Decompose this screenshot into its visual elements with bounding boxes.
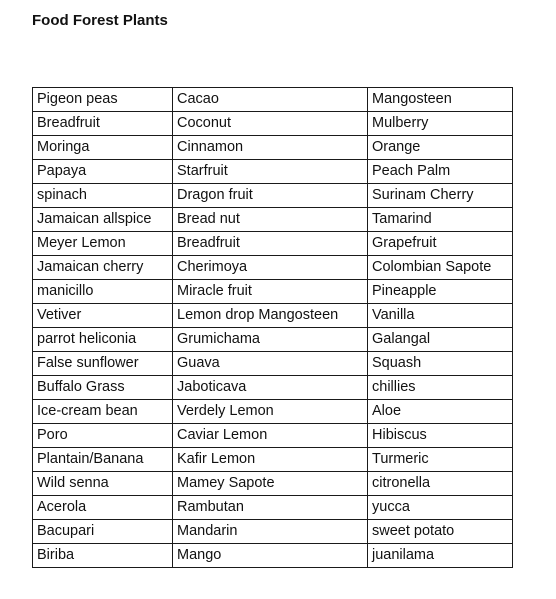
table-cell: Grapefruit: [368, 232, 513, 256]
table-row: [33, 472, 513, 496]
table-row: [33, 160, 513, 184]
table-cell: spinach: [33, 184, 173, 208]
table-row: [33, 280, 513, 304]
table-row: [33, 448, 513, 472]
table-row: [33, 112, 513, 136]
table-cell: Mamey Sapote: [173, 472, 368, 496]
table-cell: Buffalo Grass: [33, 376, 173, 400]
table-cell: Kafir Lemon: [173, 448, 368, 472]
table-row: [33, 136, 513, 160]
table-cell: Aloe: [368, 400, 513, 424]
table-cell: Starfruit: [173, 160, 368, 184]
table-cell: Coconut: [173, 112, 368, 136]
table-cell: parrot heliconia: [33, 328, 173, 352]
table-cell: Peach Palm: [368, 160, 513, 184]
table-cell: sweet potato: [368, 520, 513, 544]
table-row: [33, 184, 513, 208]
table-cell: Mandarin: [173, 520, 368, 544]
table-cell: Moringa: [33, 136, 173, 160]
table-cell: Miracle fruit: [173, 280, 368, 304]
table-row: [33, 304, 513, 328]
table-row: [33, 496, 513, 520]
table-cell: Squash: [368, 352, 513, 376]
table-cell: Jamaican allspice: [33, 208, 173, 232]
table-cell: citronella: [368, 472, 513, 496]
table-cell: Papaya: [33, 160, 173, 184]
table-cell: Cherimoya: [173, 256, 368, 280]
table-cell: Breadfruit: [33, 112, 173, 136]
table-row: [33, 376, 513, 400]
table-row: [33, 328, 513, 352]
table-cell: Wild senna: [33, 472, 173, 496]
table-row: [33, 256, 513, 280]
table-cell: Orange: [368, 136, 513, 160]
table-row: [33, 208, 513, 232]
table-cell: juanilama: [368, 544, 513, 568]
table-row: [33, 352, 513, 376]
table-cell: Mango: [173, 544, 368, 568]
table-cell: Vanilla: [368, 304, 513, 328]
table-cell: Verdely Lemon: [173, 400, 368, 424]
table-cell: chillies: [368, 376, 513, 400]
table-cell: Pineapple: [368, 280, 513, 304]
table-cell: Guava: [173, 352, 368, 376]
table-cell: Plantain/Banana: [33, 448, 173, 472]
table-cell: Acerola: [33, 496, 173, 520]
table-cell: Breadfruit: [173, 232, 368, 256]
plant-table-body: [33, 88, 513, 568]
document-title: Food Forest Plants: [32, 12, 168, 29]
table-row: [33, 544, 513, 568]
table-cell: Bread nut: [173, 208, 368, 232]
table-cell: Biriba: [33, 544, 173, 568]
table-cell: Vetiver: [33, 304, 173, 328]
table-cell: yucca: [368, 496, 513, 520]
table-cell: Surinam Cherry: [368, 184, 513, 208]
table-cell: Poro: [33, 424, 173, 448]
table-row: [33, 424, 513, 448]
table-cell: Mangosteen: [368, 88, 513, 112]
table-cell: Bacupari: [33, 520, 173, 544]
table-cell: Rambutan: [173, 496, 368, 520]
table-cell: Dragon fruit: [173, 184, 368, 208]
table-row: [33, 88, 513, 112]
table-cell: Pigeon peas: [33, 88, 173, 112]
table-cell: Tamarind: [368, 208, 513, 232]
table-cell: Jaboticava: [173, 376, 368, 400]
table-cell: False sunflower: [33, 352, 173, 376]
table-row: [33, 232, 513, 256]
table-cell: Galangal: [368, 328, 513, 352]
plant-table: [32, 87, 513, 568]
table-cell: Cinnamon: [173, 136, 368, 160]
table-cell: Lemon drop Mangosteen: [173, 304, 368, 328]
table-cell: Cacao: [173, 88, 368, 112]
table-cell: Hibiscus: [368, 424, 513, 448]
table-cell: Ice-cream bean: [33, 400, 173, 424]
table-cell: Colombian Sapote: [368, 256, 513, 280]
table-cell: Jamaican cherry: [33, 256, 173, 280]
table-cell: Caviar Lemon: [173, 424, 368, 448]
table-row: [33, 400, 513, 424]
table-cell: Grumichama: [173, 328, 368, 352]
table-cell: manicillo: [33, 280, 173, 304]
table-cell: Meyer Lemon: [33, 232, 173, 256]
table-row: [33, 520, 513, 544]
table-cell: Turmeric: [368, 448, 513, 472]
table-cell: Mulberry: [368, 112, 513, 136]
